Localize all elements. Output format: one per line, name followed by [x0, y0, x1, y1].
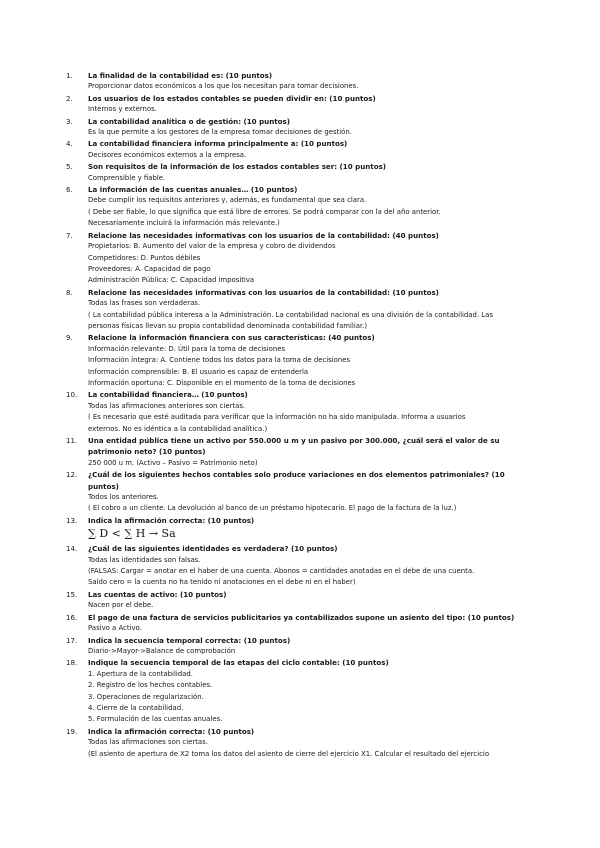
question-text: ¿Cuál de los siguientes hechos contables solo produce variaciones en dos elementos patrimoniales? (10 puntos)	[88, 470, 505, 491]
answer-line: 4. Cierre de la contabilidad.	[88, 703, 184, 712]
question-item-1	[66, 70, 528, 93]
question-number: 5.	[66, 162, 73, 172]
question-item-2	[66, 93, 528, 116]
question-item-17	[66, 635, 528, 658]
question-item-16	[66, 612, 528, 635]
question-item-8	[66, 287, 528, 333]
question-text: Relacione las necesidades informativas con los usuarios de la contabilidad: (10 puntos)	[88, 287, 439, 297]
question-text: Los usuarios de los estados contables se pueden dividir en: (10 puntos)	[88, 93, 376, 103]
question-item-13	[66, 515, 528, 543]
question-text: La finalidad de la contabilidad es: (10 puntos)	[88, 71, 273, 80]
question-item-15	[66, 589, 528, 612]
answer-line: Necesariamente incluirá la información más relevante.)	[88, 219, 280, 228]
question-number: 13.	[66, 515, 78, 525]
answer-line: Todas las identidades son falsas.	[88, 555, 201, 564]
question-text: Son requisitos de la información de los estados contables ser: (10 puntos)	[88, 162, 387, 172]
question-number: 10.	[66, 390, 78, 400]
answer-line: Competidores: D. Puntos débiles	[88, 253, 201, 262]
question-number: 18.	[66, 658, 78, 668]
answer-line: Comprensible y fiable.	[88, 173, 166, 182]
question-text: Las cuentas de activo: (10 puntos)	[88, 589, 227, 599]
question-text: Indica la afirmación correcta: (10 puntos)	[88, 726, 255, 736]
answer-line: ( El cobro a un cliente. La devolución al banco de un préstamo hipotecario. El pago de la factura de la luz.)	[88, 504, 457, 513]
question-text: La contabilidad analítica o de gestión: (10 puntos)	[88, 116, 290, 126]
answer-line: 250 000 u m. (Activo – Pasivo = Patrimonio neto)	[88, 458, 258, 467]
answer-line: 3. Operaciones de regularización.	[88, 692, 204, 701]
question-number: 4.	[66, 139, 73, 149]
answer-line: Internos y externos.	[88, 105, 157, 114]
question-number: 3.	[66, 116, 73, 126]
question-number: 9.	[66, 333, 73, 343]
question-text: Relacione la información financiera con sus características: (40 puntos)	[88, 333, 375, 343]
question-number: 6.	[66, 185, 73, 195]
answer-line: ( Es necesario que esté auditada para verificar que la información no ha sido manipulada. Informa a usuarios	[88, 413, 466, 422]
question-number: 8.	[66, 287, 73, 297]
answer-line: ( La contabilidad pública interesa a la Administración. La contabilidad nacional es una división de la contabilidad. Las	[88, 310, 493, 319]
answer-line: (FALSAS: Cargar = anotar en el haber de una cuenta. Abonos = cantidades anotadas en el debe de una cuenta.	[88, 567, 475, 576]
question-text: Indica la secuencia temporal correcta: (10 puntos)	[88, 635, 291, 645]
question-text: Indique la secuencia temporal de las etapas del ciclo contable: (10 puntos)	[88, 658, 389, 668]
answer-line: ( Debe ser fiable, lo que significa que está libre de errores. Se podrá comparar con la del año anterior.	[88, 207, 441, 216]
question-number: 17.	[66, 635, 78, 645]
answer-line: Diario->Mayor->Balance de comprobación	[88, 646, 236, 655]
question-text: Indica la afirmación correcta: (10 puntos)	[88, 515, 255, 525]
answer-line: 1. Apertura de la contabilidad.	[88, 669, 193, 678]
answer-line: Proveedores: A. Capacidad de pago	[88, 264, 211, 273]
answer-line: Información relevante: D. Útil para la toma de decisiones	[88, 344, 286, 353]
answer-line: Información oportuna: C. Disponible en el momento de la toma de decisiones	[88, 378, 356, 387]
formula-answer: ∑ D < ∑ H → Sa	[88, 527, 176, 541]
question-list	[66, 70, 528, 760]
question-number: 12.	[66, 470, 78, 480]
answer-line: externos. No es idéntica a la contabilidad analítica.)	[88, 424, 268, 433]
answer-line: Proporcionar datos económicos a los que los necesitan para tomar decisiones.	[88, 82, 359, 91]
question-number: 7.	[66, 230, 73, 240]
question-item-12	[66, 469, 528, 515]
question-number: 15.	[66, 589, 78, 599]
question-item-10	[66, 389, 528, 435]
answer-line: Debe cumplir los requisitos anteriores y, además, es fundamental que sea clara.	[88, 196, 367, 205]
answer-line: Todos los anteriores.	[88, 493, 159, 502]
answer-line: (El asiento de apertura de X2 toma los datos del asiento de cierre del ejercicio X1. Calcular el resultado del ejercicio	[88, 749, 490, 758]
question-number: 1.	[66, 71, 73, 80]
question-item-19	[66, 726, 528, 760]
question-text: ¿Cuál de las siguientes identidades es verdadera? (10 puntos)	[88, 544, 338, 554]
question-item-3	[66, 116, 528, 139]
question-item-5	[66, 161, 528, 184]
question-number: 11.	[66, 436, 78, 445]
question-item-14	[66, 543, 528, 589]
question-text: La información de las cuentas anuales… (10 puntos)	[88, 185, 298, 195]
question-number: 2.	[66, 93, 73, 103]
question-text: La contabilidad financiera… (10 puntos)	[88, 390, 248, 400]
question-text: Una entidad pública tiene un activo por 550.000 u m y un pasivo por 300.000, ¿cuál será el valor de su patrimonio neto? (10 puntos)	[88, 436, 500, 457]
answer-line: Todas las afirmaciones anteriores son ciertas.	[88, 401, 246, 410]
question-text: El pago de una factura de servicios publicitarios ya contabilizados supone un asiento del tipo: (10 puntos)	[88, 612, 515, 622]
answer-line: Propietarios: B. Aumento del valor de la empresa y cobro de dividendos	[88, 242, 336, 251]
answer-line: Saldo cero = la cuenta no ha tenido ni anotaciones en el debe ni en el haber)	[88, 578, 356, 587]
answer-line: Administración Pública: C. Capacidad impositiva	[88, 276, 255, 285]
answer-line: Nacen por el debe.	[88, 601, 154, 610]
question-item-4	[66, 138, 528, 161]
answer-line: Todas las frases son verdaderas.	[88, 299, 201, 308]
question-text: Relacione las necesidades informativas con los usuarios de la contabilidad: (40 puntos)	[88, 230, 439, 240]
answer-line: 2. Registro de los hechos contables.	[88, 681, 213, 690]
question-number: 19.	[66, 726, 78, 736]
question-item-6	[66, 184, 528, 230]
question-number: 16.	[66, 612, 78, 622]
question-item-11	[66, 435, 528, 469]
answer-line: Es la que permite a los gestores de la empresa tomar decisiones de gestión.	[88, 128, 352, 137]
question-item-18	[66, 657, 528, 725]
answer-line: Decisores económicos externos a la empresa.	[88, 150, 247, 159]
answer-line: personas físicas llevan su propia contabilidad denominada contabilidad familiar.)	[88, 321, 368, 330]
question-number: 14.	[66, 544, 78, 554]
answer-line: 5. Formulación de las cuentas anuales.	[88, 715, 223, 724]
question-item-9	[66, 332, 528, 389]
answer-line: Información íntegra: A. Contiene todos los datos para la toma de decisiones	[88, 356, 351, 365]
answer-line: Pasivo a Activo.	[88, 624, 142, 633]
answer-line: Información comprensible: B. El usuario es capaz de entenderla	[88, 367, 309, 376]
question-item-7	[66, 230, 528, 287]
question-text: La contabilidad financiera informa principalmente a: (10 puntos)	[88, 139, 348, 149]
answer-line: Todas las afirmaciones son ciertas.	[88, 738, 208, 747]
